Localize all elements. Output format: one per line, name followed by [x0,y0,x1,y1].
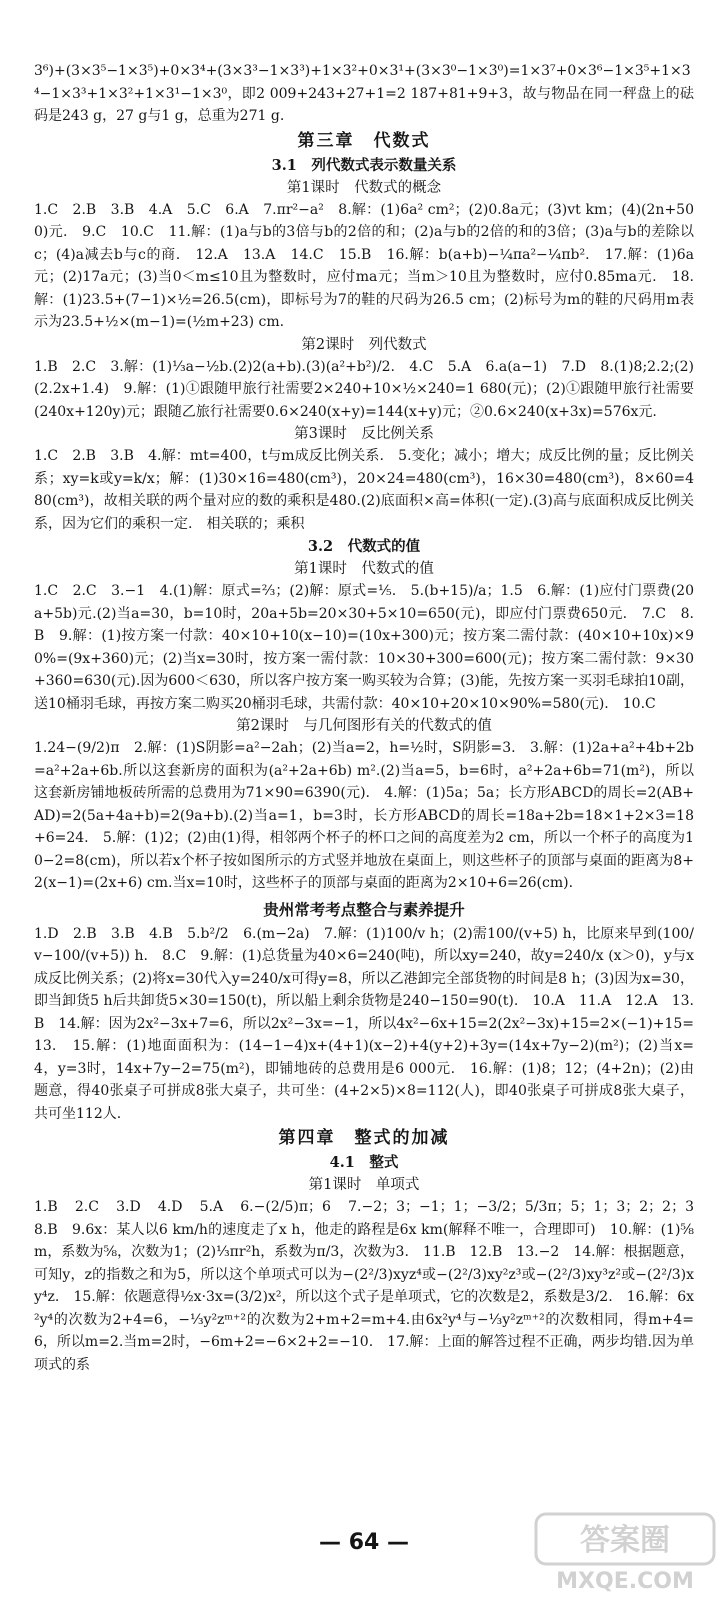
answer-paragraph: 1.C 2.B 3.B 4.A 5.C 6.A 7.πr²−a² 8.解：(1)6a² cm²；(2)0.8a元；(3)vt km；(4)(2n+500)元. 9.C 10.C 11.解：(1)a与b的3倍与b的2倍的和；(2)a与b的2倍的和的3倍；(3)a与b的差除以c；(4)a减去b与c的商. 12.A 13.A 14.C 15.B 16.解：b(a+b)−¼πa²−¼πb². 17.解：(1)6a元；(2)17a元；(3)当0＜m≤10且为整数时，应付ma元；当m＞10且为整数时，应付0.85ma元. 18.解：(1)23.5+(7−1)×½=26.5(cm)，即标号为7的鞋的尺码为26.5 cm；(2)标号为m的鞋的尺码用m表示为23.5+½×(m−1)=(½m+23) cm. [34,201,694,330]
svg-text:MXQE.COM: MXQE.COM [556,1569,694,1594]
answer-content [34,60,708,1376]
answer-paragraph: 1.C 2.C 3.−1 4.(1)解：原式=⅔；(2)解：原式=⅕. 5.(b+15)/a；1.5 6.解：(1)应付门票费(20a+5b)元.(2)当a=30，b=10时，20a+5b=20×30+5×10=650(元)，即应付门票费650元. 7.C 8.B 9.解：(1)按方案一付款：40×10+10(x−10)=(10x+300)元；按方案二需付款：(40×10+10x)×90%=(9x+360)元；(2)当x=30时，按方案一需付款：10×30+300=600(元)；按方案二需付款：9×30+360=630(元).因为600＜630，所以客户按方案一购买较为合算；(3)能，先按方案一买羽毛球拍10副，送10桶羽毛球，再按方案二购买20桶羽毛球，共需付款：40×10+20×10×90%=580(元). 10.C [34,583,694,712]
lesson-title: 第3课时 反比例关系 [294,426,434,442]
page-number-value: 64 [348,1530,380,1555]
section-title: 4.1 整式 [329,1154,399,1171]
lesson-title: 第2课时 列代数式 [301,336,427,353]
lesson-title: 第1课时 代数式的值 [294,561,434,577]
lesson-title: 第1课时 单项式 [308,1177,420,1193]
answer-paragraph: 1.B 2.C 3.D 4.D 5.A 6.−(2/5)π；6 7.−2；3；−1；1；−3/2；5/3π；5；1；3；2；2；3 8.B 9.6x：某人以6 km/h的速度走了x h，他走的路程是6x km(解释不唯一，合理即可) 10.解：(1)⅝m，系数为⅝，次数为1；(2)⅓πr²h，系数为π/3，次数为3. 11.B 12.B 13.−2 14.解：根据题意，可知y，z的指数之和为5，所以这个单项式可以为−(2²/3)xyz⁴或−(2²/3)xy²z³或−(2²/3)xy³z²或−(2²/3)xy⁴z. 15.解：依题意得½x·3x=(3/2)x²，所以这个式子是单项式，它的次数是2，系数是3/2. 16.解：6x²y⁴的次数为2+4=6，−⅓y²zᵐ⁺²的次数为2+m+2=m+4.由6x²y⁴与−⅓y²zᵐ⁺²的次数相同，得m+4=6，所以m=2.当m=2时，−6m+2=−6×2+2=−10. 17.解：上面的解答过程不正确，两步均错.因为单项式的系 [34,1199,708,1373]
lesson-title: 第1课时 代数式的概念 [286,179,442,196]
watermark-logo [530,1508,720,1596]
answer-paragraph: 3⁶)+(3×3⁵−1×3⁵)+0×3⁴+(3×3³−1×3³)+1×3²+0×3¹+(3×3⁰−1×3⁰)=1×3⁷+0×3⁶−1×3⁵+1×3⁴−1×3³+1×3²+1×3¹−1×3⁰，即2 009+243+27+1=2 187+81+9+3，故与物品在同一秤盘上的砝码是243 g，27 g与1 g，总重为271 g. [34,63,694,124]
chapter-title: 第三章 代数式 [297,130,431,151]
section-title: 3.2 代数式的值 [307,538,421,555]
review-section-title: 贵州常考考点整合与素养提升 [263,900,465,919]
svg-text:答案圈: 答案圈 [580,1523,670,1558]
lesson-title: 第2课时 与几何图形有关的代数式的值 [236,718,492,734]
chapter-title: 第四章 整式的加减 [278,1128,450,1148]
answer-paragraph: 1.C 2.B 3.B 4.解：mt=400，t与m成反比例关系. 5.变化；减小；增大；成反比例的量；反比例关系；xy=k或y=k/x；解：(1)30×16=480(cm³)，20×24=480(cm³)，16×30=480(cm³)，8×60=480(cm³)，故相关联的两个量对应的数的乘积是480.(2)底面积×高=体积(一定).(3)高与底面积成反比例关系，因为它们的乘积一定. 相关联的；乘积 [34,448,694,532]
answer-paragraph: 1.B 2.C 3.解：(1)⅓a−½b.(2)2(a+b).(3)(a²+b²)/2. 4.C 5.A 6.a(a−1) 7.D 8.(1)8;2.2;(2)(2.2x+1.4) 9.解：(1)①跟随甲旅行社需要2×240+10×½×240=1 680(元)；(2)①跟随甲旅行社需要(240x+120y)元；跟随乙旅行社需要0.6×240(x+y)=144(x+y)元；②0.6×240(x+3x)=576x元. [34,358,694,420]
answer-paragraph: 1.24−(9/2)π 2.解：(1)S阴影=a²−2ah；(2)当a=2，h=½时，S阴影=3. 3.解：(1)2a+a²+4b+2b=a²+2a+6b.所以这套新房的面积为(a²+2a+6b) m².(2)当a=5，b=6时，a²+2a+6b=71(m²)，所以这套新房铺地板砖所需的总费用为71×90=6390(元). 4.解：(1)5a；5a；长方形ABCD的周长=2(AB+AD)=2(5a+4a+b)=2(9a+b).(2)当a=1，b=3时，长方形ABCD的周长=18a+2b=18×1+2×3=18+6=24. 5.解：(1)2；(2)由(1)得，相邻两个杯子的杯口之间的高度差为2 cm，所以一个杯子的高度为10−2=8(cm)，所以若x个杯子按如图所示的方式竖并地放在桌面上，则这些杯子的顶部与桌面的距离为8+2(x−1)=(2x+6) cm.当x=10时，这些杯子的顶部与桌面的距离为2×10+6=26(cm). [34,740,694,891]
section-title: 3.1 列代数式表示数量关系 [271,156,457,174]
answer-paragraph: 1.D 2.B 3.B 4.B 5.b²/2 6.(m−2a) 7.解：(1)100/v h；(2)需100/(v+5) h，比原来早到(100/v−100/(v+5)) h. 8.C 9.解：(1)总货量为40×6=240(吨)，所以xy=240，故y=240/x (x＞0)，y与x成反比例关系；(2)将x=30代入y=240/x可得y=8，所以乙港卸完全部货物的时间是8 h；(3)因为x=30，即当卸货5 h后共卸货5×30=150(t)，所以船上剩余货物是240−150=90(t). 10.A 11.A 12.A 13.B 14.解：因为2x²−3x+7=6，所以2x²−3x=−1，所以4x²−6x+15=2(2x²−3x)+15=2×(−1)+15=13. 15.解：(1)地面面积为：(14−1−4)x+(4+1)(x−2)+4(y+2)+3y=(14x+7y−2)(m²)；(2)当x=4，y=3时，14x+7y−2=75(m²)，即铺地砖的总费用是6 000元. 16.解：(1)8；12；(4+2n)；(2)由题意，得40张桌子可拼成8张大桌子，共可坐：(4+2×5)×8=112(人)，即40张桌子可拼成8张大桌子，共可坐112人. [34,925,694,1122]
page-number: — 64 — [319,1530,409,1555]
